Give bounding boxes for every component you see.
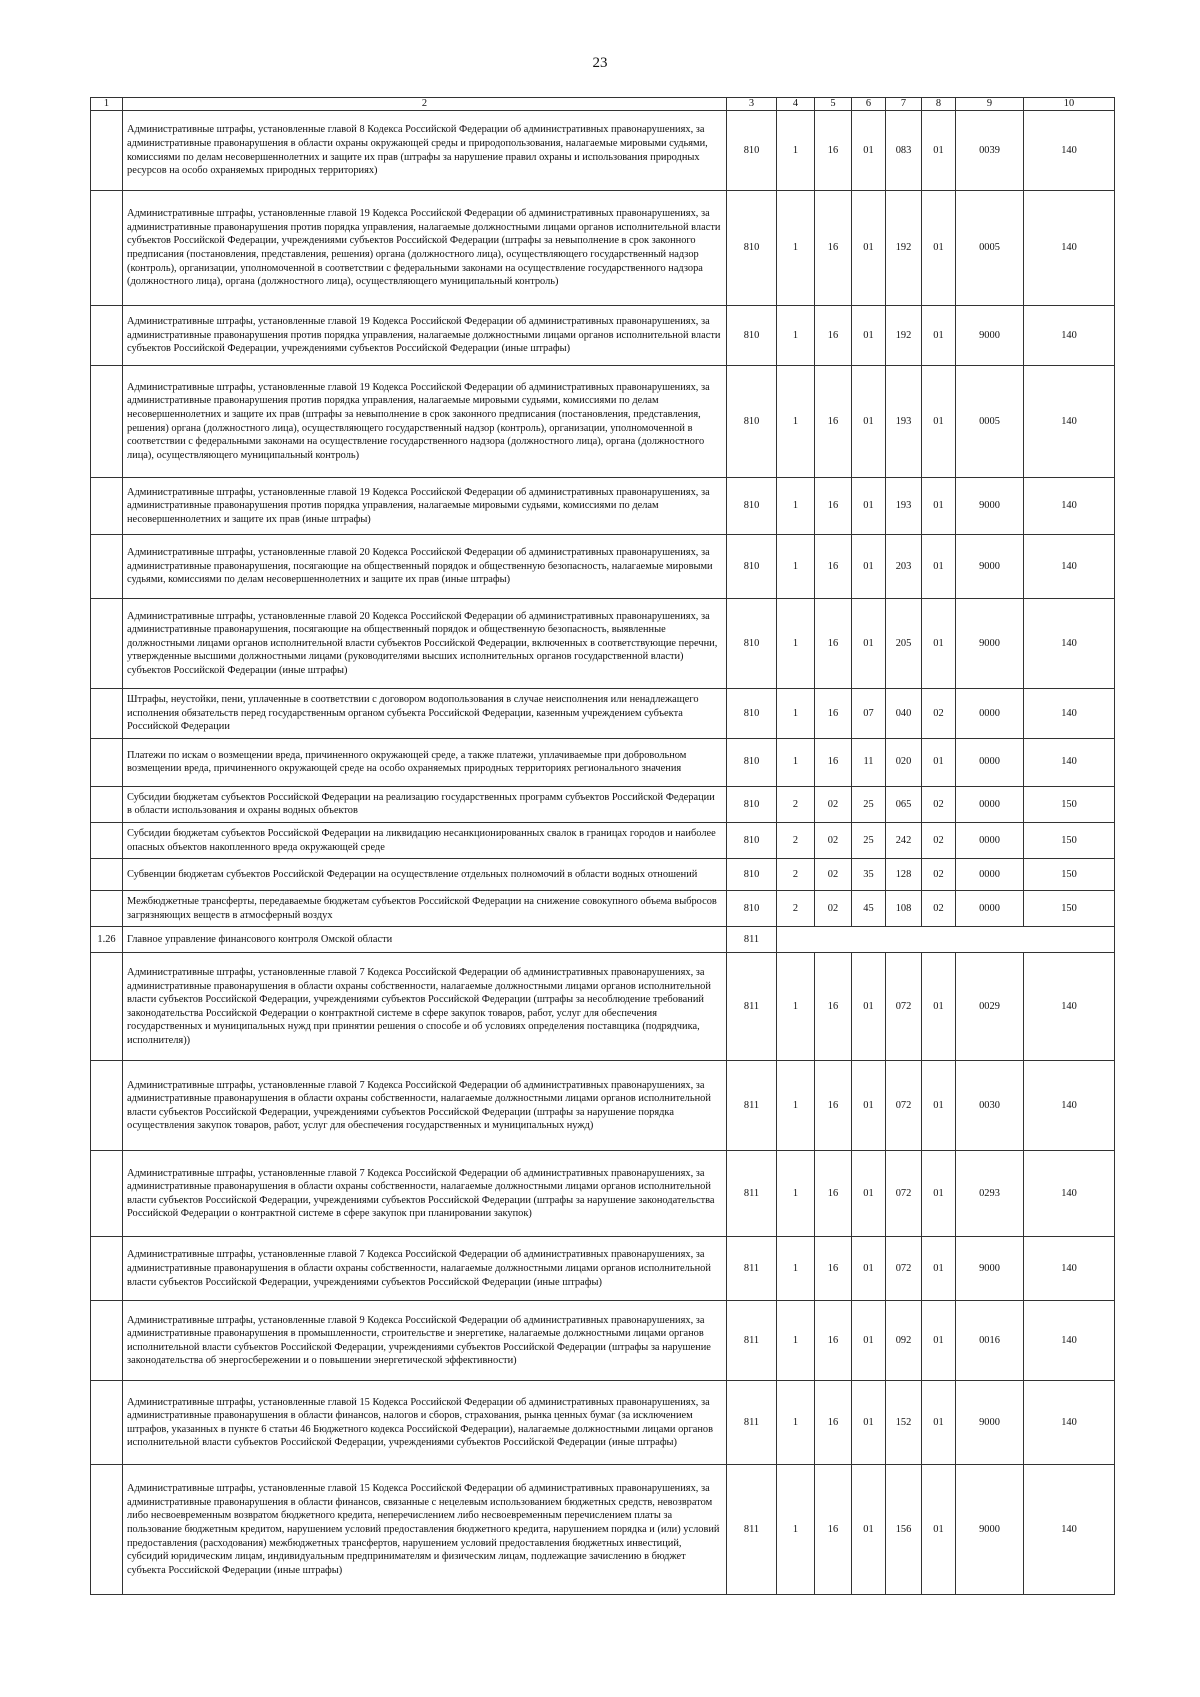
group-code: 1 [777, 1465, 815, 1595]
subgroup-code: 16 [815, 1465, 852, 1595]
row-number [91, 1301, 123, 1381]
admin-code: 811 [727, 927, 777, 953]
economic-code: 140 [1024, 738, 1115, 786]
subgroup-code: 02 [815, 891, 852, 927]
subgroup-code: 16 [815, 191, 852, 306]
group-code: 1 [777, 306, 815, 366]
column-header: 6 [852, 98, 886, 111]
subgroup-code: 16 [815, 1061, 852, 1151]
row-number [91, 1381, 123, 1465]
economic-code: 140 [1024, 689, 1115, 739]
element-code: 01 [922, 1381, 956, 1465]
economic-code: 140 [1024, 111, 1115, 191]
group-code: 1 [777, 738, 815, 786]
column-header: 4 [777, 98, 815, 111]
admin-code: 811 [727, 1301, 777, 1381]
subgroup-code: 16 [815, 738, 852, 786]
revenue-description: Административные штрафы, установленные главой 19 Кодекса Российской Федерации об административных правонарушениях, за административные правонарушения против порядка управления, налагаемые должностными лицами органов исполнительной власти субъектов Российской Федерации, учреждениями субъектов Российской Федерации (штрафы за невыполнение в срок законного предписания (постановления, представления, решения) органа (должностного лица), осуществляющего государственный надзор (контроль), организации, уполномоченной в соответствии с федеральными законами на осуществление государственного надзора (должностного лица), органа (должностного лица), осуществляющего муниципальный контроль) [123, 191, 727, 306]
subgroup-code: 16 [815, 1301, 852, 1381]
economic-code: 140 [1024, 1301, 1115, 1381]
row-number [91, 599, 123, 689]
row-number [91, 822, 123, 858]
group-code: 2 [777, 822, 815, 858]
row-number [91, 953, 123, 1061]
admin-code: 810 [727, 859, 777, 891]
program-code: 0029 [956, 953, 1024, 1061]
table-row [91, 822, 1115, 858]
group-code: 1 [777, 1061, 815, 1151]
article-code: 01 [852, 1061, 886, 1151]
article-code: 01 [852, 478, 886, 535]
subarticle-code: 193 [886, 478, 922, 535]
subgroup-code: 02 [815, 859, 852, 891]
subgroup-code: 02 [815, 822, 852, 858]
subarticle-code: 072 [886, 1151, 922, 1237]
element-code: 02 [922, 786, 956, 822]
revenue-description: Административные штрафы, установленные главой 9 Кодекса Российской Федерации об административных правонарушениях, за административные правонарушения в промышленности, строительстве и энергетике, налагаемые должностными лицами органов исполнительной власти субъектов Российской Федерации, учреждениями субъектов Российской Федерации (штрафы за нарушение законодательства об энергосбережении и о повышении энергетической эффективности) [123, 1301, 727, 1381]
subgroup-code: 02 [815, 786, 852, 822]
economic-code: 140 [1024, 953, 1115, 1061]
subarticle-code: 242 [886, 822, 922, 858]
subgroup-code: 16 [815, 535, 852, 599]
table-row [91, 689, 1115, 739]
admin-code: 810 [727, 689, 777, 739]
revenue-description: Субсидии бюджетам субъектов Российской Федерации на ликвидацию несанкционированных свалок в границах городов и наиболее опасных объектов накопленного вреда окружающей среде [123, 822, 727, 858]
row-number [91, 891, 123, 927]
table-row [91, 478, 1115, 535]
subarticle-code: 152 [886, 1381, 922, 1465]
group-code: 1 [777, 111, 815, 191]
element-code: 01 [922, 1301, 956, 1381]
subarticle-code: 108 [886, 891, 922, 927]
group-code: 1 [777, 953, 815, 1061]
admin-code: 810 [727, 822, 777, 858]
subarticle-code: 156 [886, 1465, 922, 1595]
table-row [91, 786, 1115, 822]
group-code: 2 [777, 786, 815, 822]
program-code: 0005 [956, 366, 1024, 478]
program-code: 0000 [956, 822, 1024, 858]
group-code: 1 [777, 1237, 815, 1301]
article-code: 07 [852, 689, 886, 739]
subarticle-code: 192 [886, 306, 922, 366]
table-row [91, 366, 1115, 478]
admin-code: 811 [727, 1465, 777, 1595]
admin-code: 810 [727, 599, 777, 689]
page-number: 23 [592, 55, 608, 71]
economic-code: 140 [1024, 1381, 1115, 1465]
revenue-description: Административные штрафы, установленные главой 20 Кодекса Российской Федерации об административных правонарушениях, за административные правонарушения, посягающие на общественный порядок и общественную безопасность, выявленные должностными лицами органов исполнительной власти субъектов Российской Федерации, включенных в соответствующие перечни, утвержденные высшими должностными лицами (руководителями высших исполнительных органов государственной власти) субъектов Российской Федерации (иные штрафы) [123, 599, 727, 689]
revenue-description: Административные штрафы, установленные главой 19 Кодекса Российской Федерации об административных правонарушениях, за административные правонарушения против порядка управления, налагаемые должностными лицами органов исполнительной власти субъектов Российской Федерации, учреждениями субъектов Российской Федерации (иные штрафы) [123, 306, 727, 366]
table-row [91, 953, 1115, 1061]
revenue-description: Межбюджетные трансферты, передаваемые бюджетам субъектов Российской Федерации на снижение совокупного объема выбросов загрязняющих веществ в атмосферный воздух [123, 891, 727, 927]
table-row [91, 1301, 1115, 1381]
element-code: 01 [922, 1237, 956, 1301]
header-row [91, 98, 1115, 111]
subgroup-code: 16 [815, 1237, 852, 1301]
element-code: 01 [922, 599, 956, 689]
economic-code: 140 [1024, 306, 1115, 366]
admin-code: 811 [727, 1237, 777, 1301]
element-code: 01 [922, 111, 956, 191]
row-number [91, 1237, 123, 1301]
admin-code: 810 [727, 891, 777, 927]
economic-code: 140 [1024, 366, 1115, 478]
element-code: 01 [922, 1061, 956, 1151]
subarticle-code: 193 [886, 366, 922, 478]
group-code: 1 [777, 1381, 815, 1465]
element-code: 02 [922, 891, 956, 927]
subarticle-code: 192 [886, 191, 922, 306]
section-number: 1.26 [91, 927, 123, 953]
economic-code: 150 [1024, 859, 1115, 891]
element-code: 01 [922, 738, 956, 786]
table-row [91, 738, 1115, 786]
subarticle-code: 203 [886, 535, 922, 599]
row-number [91, 786, 123, 822]
revenue-description: Административные штрафы, установленные главой 7 Кодекса Российской Федерации об административных правонарушениях, за административные правонарушения в области охраны собственности, налагаемые должностными лицами органов исполнительной власти субъектов Российской Федерации, учреждениями субъектов Российской Федерации (иные штрафы) [123, 1237, 727, 1301]
element-code: 01 [922, 191, 956, 306]
table-row [91, 859, 1115, 891]
table-row [91, 111, 1115, 191]
table-row [91, 1237, 1115, 1301]
revenue-description: Субвенции бюджетам субъектов Российской Федерации на осуществление отдельных полномочий в области водных отношений [123, 859, 727, 891]
subgroup-code: 16 [815, 953, 852, 1061]
admin-code: 810 [727, 366, 777, 478]
subarticle-code: 020 [886, 738, 922, 786]
subgroup-code: 16 [815, 366, 852, 478]
article-code: 01 [852, 599, 886, 689]
economic-code: 140 [1024, 599, 1115, 689]
budget-classification-table [90, 97, 1115, 1595]
table-row [91, 1381, 1115, 1465]
column-header: 1 [91, 98, 123, 111]
program-code: 0000 [956, 689, 1024, 739]
program-code: 9000 [956, 1465, 1024, 1595]
program-code: 0039 [956, 111, 1024, 191]
column-header: 5 [815, 98, 852, 111]
subarticle-code: 092 [886, 1301, 922, 1381]
element-code: 01 [922, 535, 956, 599]
economic-code: 140 [1024, 478, 1115, 535]
group-code: 2 [777, 859, 815, 891]
revenue-description: Платежи по искам о возмещении вреда, причиненного окружающей среде, а также платежи, уплачиваемые при добровольном возмещении вреда, причиненного окружающей среде на особо охраняемых природных территориях регионального значения [123, 738, 727, 786]
subgroup-code: 16 [815, 478, 852, 535]
column-header: 3 [727, 98, 777, 111]
element-code: 02 [922, 689, 956, 739]
economic-code: 150 [1024, 822, 1115, 858]
program-code: 0293 [956, 1151, 1024, 1237]
section-title: Главное управление финансового контроля Омской области [123, 927, 727, 953]
subarticle-code: 072 [886, 1061, 922, 1151]
group-code: 1 [777, 191, 815, 306]
article-code: 01 [852, 191, 886, 306]
revenue-description: Административные штрафы, установленные главой 7 Кодекса Российской Федерации об административных правонарушениях, за административные правонарушения в области охраны собственности, налагаемые должностными лицами органов исполнительной власти субъектов Российской Федерации, учреждениями субъектов Российской Федерации (штрафы за нарушение порядка осуществления закупок товаров, работ, услуг для обеспечения государственных и муниципальных нужд) [123, 1061, 727, 1151]
table-row [91, 1465, 1115, 1595]
program-code: 0005 [956, 191, 1024, 306]
admin-code: 811 [727, 1381, 777, 1465]
economic-code: 140 [1024, 1465, 1115, 1595]
revenue-description: Административные штрафы, установленные главой 15 Кодекса Российской Федерации об административных правонарушениях, за административные правонарушения в области финансов, связанные с нецелевым использованием бюджетных средств, невозвратом либо несвоевременным возвратом бюджетного кредита, неперечислением либо несвоевременным перечислением платы за пользование бюджетным кредитом, нарушением условий предоставления бюджетного кредита, нарушением порядка и (или) условий предоставления (расходования) межбюджетных трансфертов, нарушением условий предоставления бюджетных инвестиций, субсидий юридическим лицам, индивидуальным предпринимателям и физическим лицам, подлежащие зачислению в бюджет субъекта Российской Федерации (иные штрафы) [123, 1465, 727, 1595]
program-code: 0000 [956, 786, 1024, 822]
admin-code: 811 [727, 1151, 777, 1237]
column-header: 9 [956, 98, 1024, 111]
revenue-description: Штрафы, неустойки, пени, уплаченные в соответствии с договором водопользования в случае неисполнения или ненадлежащего исполнения обязательств перед государственным органом субъекта Российской Федерации, казенным учреждением субъекта Российской Федерации [123, 689, 727, 739]
element-code: 01 [922, 306, 956, 366]
admin-code: 810 [727, 478, 777, 535]
program-code: 9000 [956, 1381, 1024, 1465]
admin-code: 810 [727, 306, 777, 366]
group-code: 1 [777, 599, 815, 689]
program-code: 9000 [956, 478, 1024, 535]
article-code: 01 [852, 953, 886, 1061]
row-number [91, 478, 123, 535]
article-code: 01 [852, 306, 886, 366]
row-number [91, 859, 123, 891]
program-code: 9000 [956, 306, 1024, 366]
economic-code: 140 [1024, 1237, 1115, 1301]
table-row [91, 891, 1115, 927]
economic-code: 140 [1024, 191, 1115, 306]
program-code: 0030 [956, 1061, 1024, 1151]
subarticle-code: 128 [886, 859, 922, 891]
admin-code: 811 [727, 1061, 777, 1151]
revenue-description: Административные штрафы, установленные главой 8 Кодекса Российской Федерации об административных правонарушениях, за административные правонарушения в области охраны окружающей среды и природопользования, налагаемые мировыми судьями, комиссиями по делам несовершеннолетних и защите их прав (штрафы за нарушение правил охраны и использования природных ресурсов на особо охраняемых природных территориях) [123, 111, 727, 191]
article-code: 01 [852, 535, 886, 599]
economic-code: 140 [1024, 535, 1115, 599]
article-code: 25 [852, 822, 886, 858]
element-code: 02 [922, 859, 956, 891]
program-code: 0000 [956, 891, 1024, 927]
program-code: 9000 [956, 535, 1024, 599]
column-header: 2 [123, 98, 727, 111]
subgroup-code: 16 [815, 599, 852, 689]
admin-code: 810 [727, 535, 777, 599]
article-code: 25 [852, 786, 886, 822]
row-number [91, 738, 123, 786]
revenue-description: Административные штрафы, установленные главой 19 Кодекса Российской Федерации об административных правонарушениях, за административные правонарушения против порядка управления, налагаемые мировыми судьями, комиссиями по делам несовершеннолетних и защите их прав (штрафы за невыполнение в срок законного предписания (постановления, представления, решения) органа (должностного лица), осуществляющего государственный надзор (контроль), организации, уполномоченной в соответствии с федеральными законами на осуществление государственного надзора (должностного лица), органа (должностного лица), осуществляющего муниципальный контроль) [123, 366, 727, 478]
subarticle-code: 040 [886, 689, 922, 739]
column-header: 8 [922, 98, 956, 111]
row-number [91, 1061, 123, 1151]
economic-code: 140 [1024, 1151, 1115, 1237]
group-code: 1 [777, 478, 815, 535]
subgroup-code: 16 [815, 1381, 852, 1465]
subgroup-code: 16 [815, 1151, 852, 1237]
article-code: 01 [852, 1381, 886, 1465]
revenue-description: Субсидии бюджетам субъектов Российской Федерации на реализацию государственных программ субъектов Российской Федерации в области использования и охраны водных объектов [123, 786, 727, 822]
table-row [91, 599, 1115, 689]
program-code: 9000 [956, 1237, 1024, 1301]
revenue-description: Административные штрафы, установленные главой 20 Кодекса Российской Федерации об административных правонарушениях, за административные правонарушения, посягающие на общественный порядок и общественную безопасность, налагаемые мировыми судьями, комиссиями по делам несовершеннолетних и защите их прав (иные штрафы) [123, 535, 727, 599]
column-header: 7 [886, 98, 922, 111]
revenue-description: Административные штрафы, установленные главой 15 Кодекса Российской Федерации об административных правонарушениях, за административные правонарушения в области финансов, налогов и сборов, страхования, рынка ценных бумаг (за исключением штрафов, указанных в пункте 6 статьи 46 Бюджетного кодекса Российской Федерации), налагаемые должностными лицами органов исполнительной власти субъектов Российской Федерации, учреждениями субъектов Российской Федерации (иные штрафы) [123, 1381, 727, 1465]
table-row [91, 1061, 1115, 1151]
table-row [91, 535, 1115, 599]
subarticle-code: 083 [886, 111, 922, 191]
article-code: 11 [852, 738, 886, 786]
table-row [91, 1151, 1115, 1237]
table-row [91, 306, 1115, 366]
row-number [91, 689, 123, 739]
admin-code: 810 [727, 738, 777, 786]
article-code: 01 [852, 111, 886, 191]
section-row [91, 927, 1115, 953]
program-code: 9000 [956, 599, 1024, 689]
admin-code: 811 [727, 953, 777, 1061]
row-number [91, 1465, 123, 1595]
group-code: 2 [777, 891, 815, 927]
economic-code: 140 [1024, 1061, 1115, 1151]
subarticle-code: 072 [886, 1237, 922, 1301]
subarticle-code: 205 [886, 599, 922, 689]
article-code: 35 [852, 859, 886, 891]
group-code: 1 [777, 535, 815, 599]
article-code: 01 [852, 1301, 886, 1381]
row-number [91, 1151, 123, 1237]
program-code: 0000 [956, 859, 1024, 891]
subarticle-code: 065 [886, 786, 922, 822]
row-number [91, 111, 123, 191]
group-code: 1 [777, 1151, 815, 1237]
subarticle-code: 072 [886, 953, 922, 1061]
article-code: 01 [852, 1151, 886, 1237]
element-code: 02 [922, 822, 956, 858]
row-number [91, 191, 123, 306]
group-code: 1 [777, 1301, 815, 1381]
revenue-description: Административные штрафы, установленные главой 7 Кодекса Российской Федерации об административных правонарушениях, за административные правонарушения в области охраны собственности, налагаемые должностными лицами органов исполнительной власти субъектов Российской Федерации, учреждениями субъектов Российской Федерации (штрафы за несоблюдение требований законодательства Российской Федерации о контрактной системе в сфере закупок товаров, работ, услуг для обеспечения государственных и муниципальных нужд при принятии решения о способе и об условиях определения поставщика (подрядчика, исполнителя)) [123, 953, 727, 1061]
row-number [91, 535, 123, 599]
table-row [91, 191, 1115, 306]
subgroup-code: 16 [815, 306, 852, 366]
element-code: 01 [922, 478, 956, 535]
element-code: 01 [922, 953, 956, 1061]
section-empty-cell [777, 927, 1115, 953]
economic-code: 150 [1024, 786, 1115, 822]
row-number [91, 306, 123, 366]
article-code: 01 [852, 1237, 886, 1301]
revenue-description: Административные штрафы, установленные главой 7 Кодекса Российской Федерации об административных правонарушениях, за административные правонарушения в области охраны собственности, налагаемые должностными лицами органов исполнительной власти субъектов Российской Федерации, учреждениями субъектов Российской Федерации (штрафы за нарушение законодательства Российской Федерации о контрактной системе в сфере закупок при планировании закупок) [123, 1151, 727, 1237]
subgroup-code: 16 [815, 111, 852, 191]
subgroup-code: 16 [815, 689, 852, 739]
group-code: 1 [777, 366, 815, 478]
program-code: 0016 [956, 1301, 1024, 1381]
column-header: 10 [1024, 98, 1115, 111]
economic-code: 150 [1024, 891, 1115, 927]
program-code: 0000 [956, 738, 1024, 786]
element-code: 01 [922, 366, 956, 478]
admin-code: 810 [727, 191, 777, 306]
admin-code: 810 [727, 786, 777, 822]
article-code: 45 [852, 891, 886, 927]
element-code: 01 [922, 1151, 956, 1237]
row-number [91, 366, 123, 478]
group-code: 1 [777, 689, 815, 739]
revenue-description: Административные штрафы, установленные главой 19 Кодекса Российской Федерации об административных правонарушениях, за административные правонарушения против порядка управления, налагаемые мировыми судьями, комиссиями по делам несовершеннолетних и защите их прав (иные штрафы) [123, 478, 727, 535]
admin-code: 810 [727, 111, 777, 191]
article-code: 01 [852, 1465, 886, 1595]
article-code: 01 [852, 366, 886, 478]
element-code: 01 [922, 1465, 956, 1595]
